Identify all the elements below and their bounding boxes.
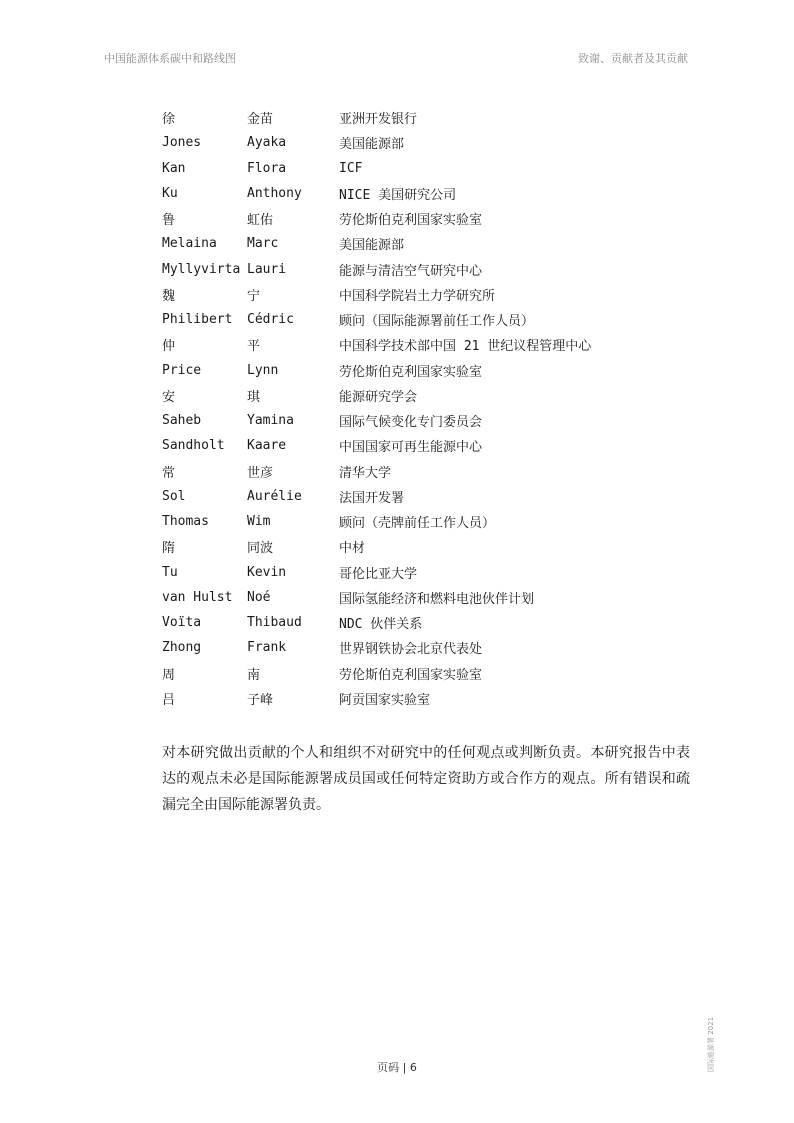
table-row [162,459,591,484]
table-row [162,206,591,231]
surname: Myllyvirta [162,261,241,277]
table-row [162,282,591,307]
given-name: Noé [247,589,271,605]
given-name: Anthony [247,185,302,201]
table-row [162,358,591,383]
organization: ICF [339,160,363,176]
organization: 哥伦比亚大学 [339,566,418,582]
table-row [162,484,591,509]
organization: 顾问（国际能源署前任工作人员） [339,314,535,330]
given-name: 世彦 [247,465,274,481]
given-name: 金苗 [247,112,274,128]
surname: Tu [162,564,178,580]
surname: Melaina [162,236,217,252]
surname: 徐 [162,112,176,128]
organization: 清华大学 [339,465,392,481]
given-name: Kaare [247,438,287,454]
surname: Kan [162,160,186,176]
given-name: Ayaka [247,135,287,151]
organization: 国际氢能经济和燃料电池伙伴计划 [339,591,535,607]
surname: Sol [162,488,186,504]
header-section: 致谢、贡献者及其贡献 [578,52,688,65]
surname: 常 [162,465,176,481]
given-name: Yamina [247,413,294,429]
table-row [162,635,591,660]
given-name: Kevin [247,564,287,580]
table-row [162,231,591,256]
surname: 鲁 [162,213,176,229]
copyright-note: 国际能源署 2021 [707,1016,715,1072]
organization: 劳伦斯伯克利国家实验室 [339,667,483,683]
surname: van Hulst [162,589,233,605]
organization: 阿贡国家实验室 [339,692,431,708]
given-name: Frank [247,640,287,656]
organization: NDC 伙伴关系 [339,617,423,633]
organization: 顾问（壳牌前任工作人员） [339,516,496,532]
organization: 能源研究学会 [339,389,418,405]
surname: Price [162,362,202,378]
organization: 美国能源部 [339,137,405,153]
organization: 中国科学院岩土力学研究所 [339,288,496,304]
table-row [162,105,591,130]
table-row [162,408,591,433]
organization: 法国开发署 [339,490,405,506]
organization: NICE 美国研究公司 [339,187,457,203]
table-row [162,383,591,408]
organization: 中材 [339,541,366,557]
given-name: Flora [247,160,287,176]
organization: 亚洲开发银行 [339,112,418,128]
contributors-table [162,105,591,711]
given-name: 琪 [247,389,261,405]
given-name: Lynn [247,362,279,378]
organization: 中国科学技术部中国 21 世纪议程管理中心 [339,339,592,355]
surname: Zhong [162,640,202,656]
table-row [162,509,591,534]
given-name: 虹佑 [247,213,274,229]
given-name: 同波 [247,541,274,557]
table-row [162,534,591,559]
organization: 世界钢铁协会北京代表处 [339,642,483,658]
surname: 魏 [162,288,176,304]
table-row [162,686,591,711]
surname: Thomas [162,514,209,530]
table-row [162,130,591,155]
table-row [162,610,591,635]
given-name: Thibaud [247,615,302,631]
disclaimer-paragraph: 对本研究做出贡献的个人和组织不对研究中的任何观点或判断负责。本研究报告中表达的观点未必是国际能源署成员国或任何特定资助方或合作方的观点。所有错误和疏漏完全由国际能源署负责。 [162,745,690,813]
surname: Philibert [162,312,233,328]
given-name: Aurélie [247,488,302,504]
table-row [162,156,591,181]
surname: Sandholt [162,438,225,454]
table-row [162,560,591,585]
table-row [162,433,591,458]
table-row [162,661,591,686]
organization: 劳伦斯伯克利国家实验室 [339,364,483,380]
table-row [162,257,591,282]
given-name: Cédric [247,312,294,328]
surname: Voïta [162,615,202,631]
header-title: 中国能源体系碳中和路线图 [104,52,236,65]
surname: 安 [162,389,176,405]
given-name: 子峰 [247,692,274,708]
organization: 劳伦斯伯克利国家实验室 [339,213,483,229]
organization: 能源与清洁空气研究中心 [339,263,483,279]
table-row [162,307,591,332]
given-name: 平 [247,339,261,355]
given-name: Marc [247,236,279,252]
table-row [162,181,591,206]
surname: 仲 [162,339,176,355]
given-name: Wim [247,514,271,530]
given-name: Lauri [247,261,287,277]
surname: 隋 [162,541,176,557]
table-row [162,332,591,357]
surname: Saheb [162,413,202,429]
surname: Jones [162,135,202,151]
given-name: 南 [247,667,261,683]
surname: 吕 [162,692,176,708]
organization: 美国能源部 [339,238,405,254]
surname: Ku [162,185,178,201]
organization: 中国国家可再生能源中心 [339,440,483,456]
surname: 周 [162,667,176,683]
organization: 国际气候变化专门委员会 [339,415,483,431]
page-number: 页码 | 6 [377,1061,417,1074]
given-name: 宁 [247,288,261,304]
table-row [162,585,591,610]
